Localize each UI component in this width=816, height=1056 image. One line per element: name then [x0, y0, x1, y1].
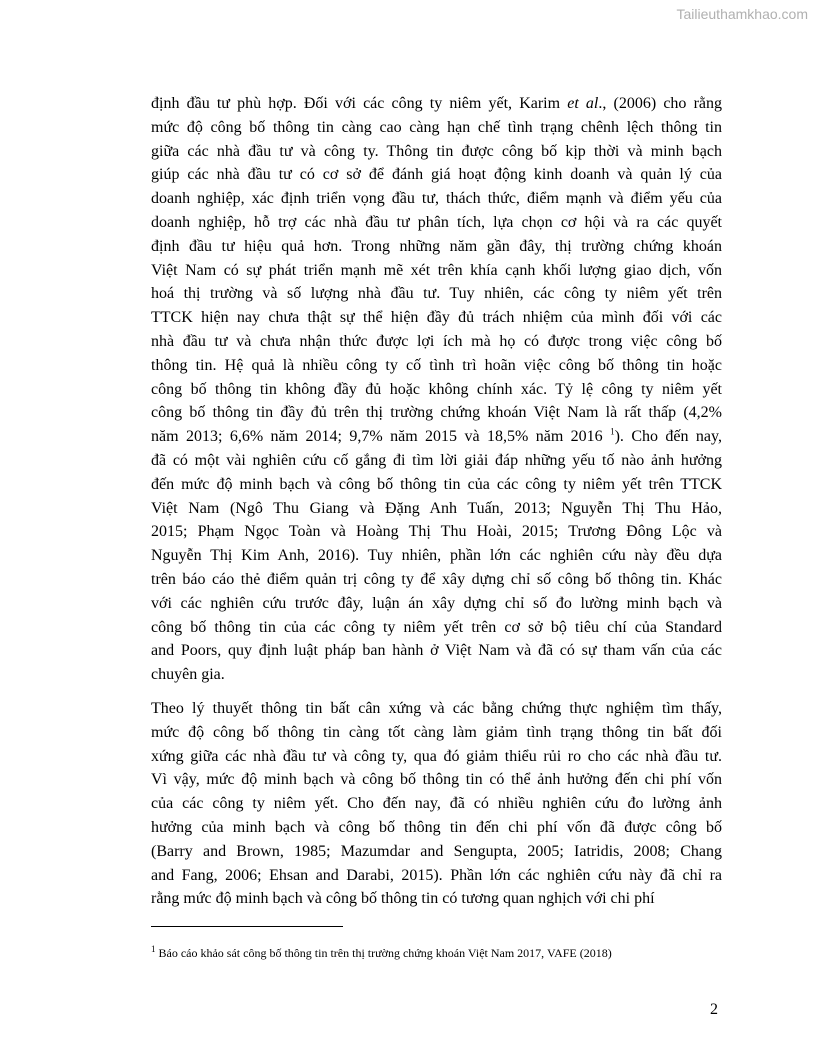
page-number: 2 — [710, 1001, 718, 1018]
text-line: Theo lý thuyết thông tin bất cân xứng và các bằng chứng thực nghiệm tìm thấy, — [151, 699, 722, 717]
paragraph-gap — [151, 687, 722, 697]
text-line: thông tin. Hệ quả là nhiều công ty cố tình trì hoãn việc công bố thông tin hoặc — [151, 356, 722, 374]
text-line: định đầu tư hiệu quả hơn. Trong những năm gần đây, thị trường chứng khoán — [151, 237, 722, 255]
text-line: and Poors, quy định luật pháp ban hành ở Việt Nam và đã có sự tham vấn của các — [151, 642, 722, 660]
paragraph-1 — [151, 92, 722, 687]
text-segment: ., (2006) cho rằng — [598, 95, 723, 112]
text-line: rằng mức độ minh bạch và công bố thông tin có tương quan nghịch với chi phí — [151, 890, 655, 908]
text-line — [151, 425, 722, 449]
text-line: mức độ công bố thông tin càng cao càng hạn chế tình trạng chênh lệch thông tin — [151, 118, 722, 136]
text-line: Vì vậy, mức độ minh bạch và công bố thông tin có thể ảnh hưởng đến chi phí vốn — [151, 771, 722, 789]
text-line: đến mức độ minh bạch và công bố thông tin của các công ty niêm yết trên TTCK — [151, 475, 722, 493]
text-line: công bố thông tin không đầy đủ hoặc không chính xác. Tỷ lệ công ty niêm yết — [151, 380, 722, 398]
text-line: công bố thông tin đầy đủ trên thị trường chứng khoán Việt Nam là rất thấp (4,2% — [151, 404, 722, 422]
body-text — [151, 92, 722, 911]
text-line: đã có một vài nghiên cứu cố gắng đi tìm lời giải đáp những yếu tố nào ảnh hưởng — [151, 451, 722, 469]
text-line: (Barry and Brown, 1985; Mazumdar and Sengupta, 2005; Iatridis, 2008; Chang — [151, 842, 722, 860]
text-line: xứng giữa các nhà đầu tư và công ty, qua đó giảm thiểu rủi ro cho các nhà đầu tư. — [151, 747, 722, 765]
text-line: 2015; Phạm Ngọc Toàn và Hoàng Thị Thu Hoài, 2015; Trương Đông Lộc và — [151, 523, 722, 541]
text-line: giúp các nhà đầu tư có cơ sở để đánh giá hoạt động kinh doanh và quản lý của — [151, 166, 722, 184]
italic-text: et al — [567, 95, 599, 112]
footnote-marker: 1 — [151, 944, 156, 954]
text-line: TTCK hiện nay chưa thật sự thể hiện đầy đủ trách nhiệm của mình đối với các — [151, 309, 722, 327]
text-line: doanh nghiệp, hỗ trợ các nhà đầu tư phân tích, lựa chọn cơ hội và ra các quyết — [151, 213, 722, 231]
text-line: Việt Nam có sự phát triển mạnh mẽ xét trên khía cạnh khối lượng giao dịch, vốn — [151, 261, 722, 279]
footnote-text: Báo cáo khảo sát công bố thông tin trên thị trường chứng khoán Việt Nam 2017, VAFE (2018) — [155, 946, 612, 960]
text-line — [151, 92, 722, 116]
text-line: hoá thị trường và số lượng nhà đầu tư. Tuy nhiên, các công ty niêm yết trên — [151, 285, 722, 303]
text-line: mức độ công bố thông tin càng tốt càng làm giảm tình trạng thông tin bất đối — [151, 723, 722, 741]
text-line: chuyên gia. — [151, 666, 225, 684]
text-segment: năm 2013; 6,6% năm 2014; 9,7% năm 2015 và 18,5% năm 2016 — [151, 428, 611, 446]
text-line: của các công ty niêm yết. Cho đến nay, đã có nhiều nghiên cứu đo lường ảnh — [151, 795, 722, 813]
watermark: Tailieuthamkhao.com — [676, 6, 808, 22]
text-segment: định đầu tư phù hợp. Đối với các công ty niêm yết, Karim — [151, 95, 568, 112]
footnote-separator — [151, 926, 343, 927]
text-line: Nguyễn Thị Kim Anh, 2016). Tuy nhiên, phần lớn các nghiên cứu này đều dựa — [151, 547, 722, 565]
text-line: nhà đầu tư và chưa nhận thức được lợi ích mà họ có được trong việc công bố — [151, 332, 722, 350]
text-segment: ). Cho đến nay, — [614, 428, 722, 446]
text-line: với các nghiên cứu trước đây, luận án xây dựng chỉ số đo lường minh bạch và — [151, 594, 722, 612]
text-line: giữa các nhà đầu tư và công ty. Thông tin được công bố kịp thời và minh bạch — [151, 142, 722, 160]
paragraph-2 — [151, 697, 722, 911]
text-line: hưởng của minh bạch và công bố thông tin đến chi phí vốn đã được công bố — [151, 818, 722, 836]
text-line: Việt Nam (Ngô Thu Giang và Đặng Anh Tuấn, 2013; Nguyễn Thị Thu Hảo, — [151, 499, 722, 517]
footnote — [151, 945, 612, 961]
text-line: and Fang, 2006; Ehsan and Darabi, 2015). Phần lớn các nghiên cứu này đã chỉ ra — [151, 866, 722, 884]
text-line: công bố thông tin của các công ty niêm yết trên cơ sở bộ tiêu chí của Standard — [151, 618, 722, 636]
text-line: doanh nghiệp, xác định triển vọng đầu tư, thách thức, điểm mạnh và điểm yếu của — [151, 190, 722, 208]
text-line: trên báo cáo thẻ điểm quản trị công ty để xây dựng chỉ số công bố thông tin. Khác — [151, 570, 722, 588]
footnote-reference: 1 — [610, 426, 615, 437]
